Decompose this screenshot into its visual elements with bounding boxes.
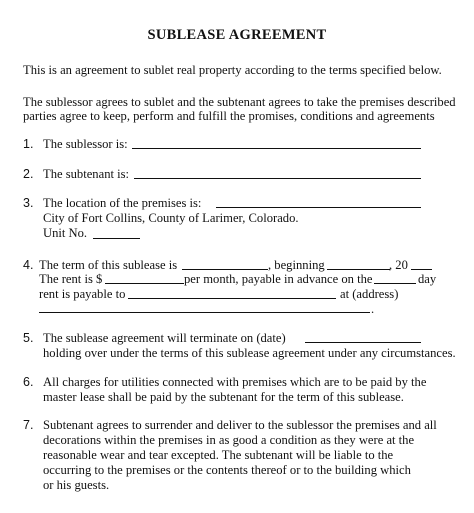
utilities-text: All charges for utilities connected with premises which are to be paid by the	[43, 375, 427, 389]
item-number: 6.	[23, 375, 34, 389]
address-label: at (address)	[340, 287, 399, 301]
payable-to-field[interactable]	[128, 298, 336, 299]
unit-field[interactable]	[93, 238, 140, 239]
terminate-date-field[interactable]	[305, 342, 421, 343]
location-city: City of Fort Collins, County of Larimer, Colorado.	[43, 211, 299, 225]
location-label: The location of the premises is:	[43, 196, 202, 210]
beginning-date-field[interactable]	[327, 269, 390, 270]
terminate-label: The sublease agreement will terminate on (date)	[43, 331, 286, 345]
item-number: 5.	[23, 331, 34, 345]
document-title: SUBLEASE AGREEMENT	[147, 27, 327, 43]
surrender-text: decorations within the premises in as good a condition as they were at the	[43, 433, 415, 447]
paragraph-line: parties agree to keep, perform and fulfill the promises, conditions and agreements	[23, 109, 435, 123]
rent-day-field[interactable]	[374, 283, 416, 284]
unit-label: Unit No.	[43, 226, 88, 240]
sublessor-label: The sublessor is:	[43, 137, 128, 151]
term-label: The term of this sublease is	[39, 258, 178, 272]
beginning-label: , beginning	[268, 258, 325, 272]
utilities-text: master lease shall be paid by the subtenant for the term of this sublease.	[43, 390, 404, 404]
paragraph-line: The sublessor agrees to sublet and the subtenant agrees to take the premises described	[23, 95, 456, 109]
surrender-text: occurring to the premises or the contents thereof or to the building which	[43, 463, 411, 477]
payable-to-label: rent is payable to	[39, 287, 126, 301]
subtenant-label: The subtenant is:	[43, 167, 130, 181]
address-period: .	[371, 302, 375, 316]
sublessor-field[interactable]	[132, 148, 421, 149]
address-field[interactable]	[39, 312, 370, 313]
surrender-text: Subtenant agrees to surrender and deliver to the sublessor the premises and all	[43, 418, 437, 432]
day-label: day	[418, 272, 437, 286]
rent-label: The rent is $	[39, 272, 103, 286]
rent-amount-field[interactable]	[105, 283, 184, 284]
item-number: 7.	[23, 418, 34, 432]
item-number: 3.	[23, 196, 34, 210]
payable-label: per month, payable in advance on the	[184, 272, 373, 286]
item-number: 4.	[23, 258, 34, 272]
item-number: 2.	[23, 167, 34, 181]
year-field[interactable]	[411, 269, 432, 270]
item-number: 1.	[23, 137, 34, 151]
term-field[interactable]	[182, 269, 268, 270]
surrender-text: reasonable wear and tear excepted. The subtenant will be liable to the	[43, 448, 394, 462]
intro-text: This is an agreement to sublet real property according to the terms specified below.	[23, 63, 442, 77]
location-field[interactable]	[216, 207, 421, 208]
subtenant-field[interactable]	[134, 178, 421, 179]
terminate-text: holding over under the terms of this sublease agreement under any circumstances.	[43, 346, 456, 360]
surrender-text: or his guests.	[43, 478, 110, 492]
year-label: , 20	[389, 258, 408, 272]
